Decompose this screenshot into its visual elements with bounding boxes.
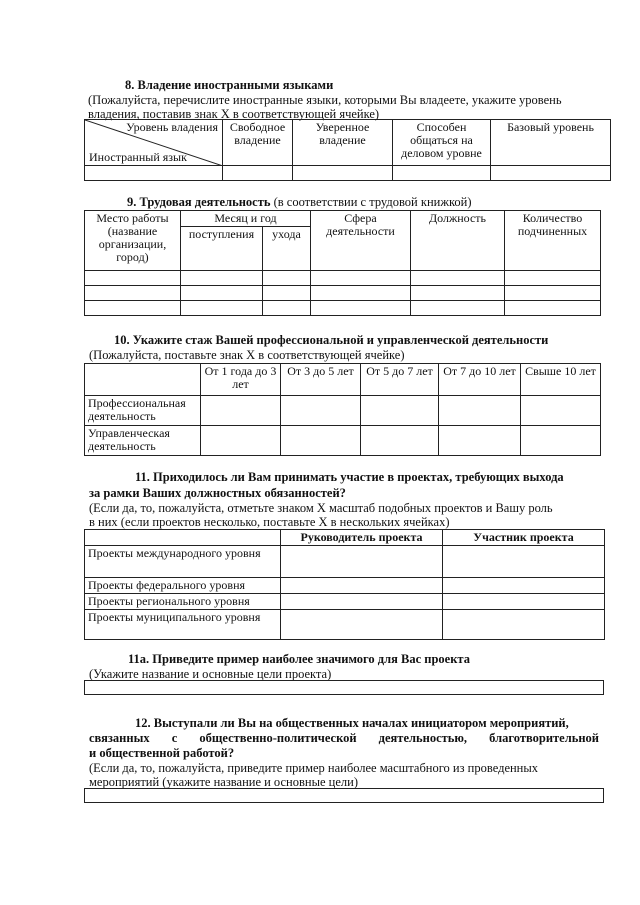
table-row <box>85 271 601 286</box>
table-cell[interactable] <box>411 301 505 316</box>
header-position: Должность <box>411 211 505 271</box>
table-cell[interactable] <box>311 301 411 316</box>
table-row <box>85 301 601 316</box>
basic-cell[interactable] <box>491 166 611 181</box>
project-example-field[interactable] <box>84 680 604 695</box>
header-7-10-years: От 7 до 10 лет <box>439 364 521 396</box>
business-cell[interactable] <box>393 166 491 181</box>
table-cell[interactable] <box>263 286 311 301</box>
table-cell[interactable] <box>439 426 521 456</box>
table-cell[interactable] <box>311 286 411 301</box>
corner-label-language: Иностранный язык <box>89 150 187 164</box>
header-basic: Базовый уровень <box>491 120 611 166</box>
section-8-title: 8. Владение иностранными языками <box>125 78 334 92</box>
table-cell[interactable] <box>505 286 601 301</box>
header-sphere: Сфера деятельности <box>311 211 411 271</box>
row-label-federal: Проекты федерального уровня <box>85 578 281 594</box>
confident-cell[interactable] <box>293 166 393 181</box>
table-cell[interactable] <box>411 286 505 301</box>
table-cell[interactable] <box>505 271 601 286</box>
row-label-international: Проекты международного уровня <box>85 546 281 578</box>
table-cell[interactable] <box>361 396 439 426</box>
header-month-year: Месяц и год <box>181 211 311 227</box>
work-history-table <box>84 210 601 316</box>
table-cell[interactable] <box>263 301 311 316</box>
table-cell[interactable] <box>281 396 361 426</box>
table-cell[interactable] <box>505 301 601 316</box>
header-confident: Уверенное владение <box>293 120 393 166</box>
section-12-note-line2: мероприятий (укажите название и основные цели) <box>89 775 358 789</box>
row-label-professional: Профессиональная деятельность <box>85 396 201 426</box>
table-cell[interactable] <box>439 396 521 426</box>
corner-label-level: Уровень владения <box>126 120 218 134</box>
table-cell[interactable] <box>181 301 263 316</box>
section-12-title-line2: связанных с общественно-политической деятельностью, благотворительной <box>89 731 599 745</box>
header-business: Способен общаться на деловом уровне <box>393 120 491 166</box>
experience-corner <box>85 364 201 396</box>
section-8-note-line1: (Пожалуйста, перечислите иностранные языки, которыми Вы владеете, укажите уровень <box>88 93 562 107</box>
section-9-title-text: 9. Трудовая деятельность <box>127 195 271 209</box>
projects-table <box>84 529 605 640</box>
table-cell[interactable] <box>443 610 605 640</box>
header-fluent: Свободное владение <box>223 120 293 166</box>
section-11-title-line1: 11. Приходилось ли Вам принимать участие в проектах, требующих выхода <box>135 470 564 484</box>
header-subordinates: Количество подчиненных <box>505 211 601 271</box>
section-9-title <box>127 195 472 210</box>
header-workplace: Место работы (название организации, город) <box>85 211 181 271</box>
header-project-leader: Руководитель проекта <box>281 530 443 546</box>
table-cell[interactable] <box>85 271 181 286</box>
fluent-cell[interactable] <box>223 166 293 181</box>
row-label-municipal: Проекты муниципального уровня <box>85 610 281 640</box>
languages-corner-cell <box>85 120 223 166</box>
table-cell[interactable] <box>263 271 311 286</box>
section-12-title-line1: 12. Выступали ли Вы на общественных началах инициатором мероприятий, <box>135 716 569 730</box>
section-10-note: (Пожалуйста, поставьте знак Х в соответствующей ячейке) <box>89 348 405 362</box>
row-label-managerial: Управленческая деятельность <box>85 426 201 456</box>
table-row <box>85 286 601 301</box>
section-12-note-line1: (Если да, то, пожалуйста, приведите пример наиболее масштабного из проведенных <box>89 761 539 775</box>
section-11-note-line2: в них (если проектов несколько, поставьте Х в нескольких ячейках) <box>89 515 450 529</box>
header-end-date: ухода <box>263 227 311 271</box>
table-cell[interactable] <box>201 396 281 426</box>
header-start-date: поступления <box>181 227 263 271</box>
projects-corner <box>85 530 281 546</box>
header-3-5-years: От 3 до 5 лет <box>281 364 361 396</box>
table-cell[interactable] <box>181 271 263 286</box>
section-10-title: 10. Укажите стаж Вашей профессиональной и управленческой деятельности <box>114 333 549 347</box>
languages-table <box>84 119 611 181</box>
header-over-10-years: Свыше 10 лет <box>521 364 601 396</box>
table-cell[interactable] <box>201 426 281 456</box>
table-cell[interactable] <box>85 301 181 316</box>
section-8-note-line2: владения, поставив знак Х в соответствующей ячейке) <box>88 107 380 121</box>
table-cell[interactable] <box>443 546 605 578</box>
table-cell[interactable] <box>521 396 601 426</box>
table-cell[interactable] <box>181 286 263 301</box>
section-11-note-line1: (Если да, то, пожалуйста, отметьте знаком Х масштаб подобных проектов и Вашу роль <box>89 501 553 515</box>
table-cell[interactable] <box>281 610 443 640</box>
table-cell[interactable] <box>281 546 443 578</box>
table-cell[interactable] <box>443 578 605 594</box>
table-cell[interactable] <box>443 594 605 610</box>
table-cell[interactable] <box>411 271 505 286</box>
table-cell[interactable] <box>281 426 361 456</box>
table-cell[interactable] <box>361 426 439 456</box>
table-cell[interactable] <box>85 286 181 301</box>
row-label-regional: Проекты регионального уровня <box>85 594 281 610</box>
section-11-title-line2: за рамки Ваших должностных обязанностей? <box>89 486 346 500</box>
header-1-3-years: От 1 года до 3 лет <box>201 364 281 396</box>
section-9-title-note: (в соответствии с трудовой книжкой) <box>273 195 472 209</box>
table-cell[interactable] <box>281 578 443 594</box>
section-11a-note: (Укажите название и основные цели проекта) <box>89 667 332 681</box>
header-project-participant: Участник проекта <box>443 530 605 546</box>
header-5-7-years: От 5 до 7 лет <box>361 364 439 396</box>
table-cell[interactable] <box>311 271 411 286</box>
language-cell[interactable] <box>85 166 223 181</box>
experience-table <box>84 363 601 456</box>
table-cell[interactable] <box>281 594 443 610</box>
table-cell[interactable] <box>521 426 601 456</box>
section-12-title-line3: и общественной работой? <box>89 746 235 760</box>
event-example-field[interactable] <box>84 788 604 803</box>
section-11a-title: 11а. Приведите пример наиболее значимого для Вас проекта <box>128 652 470 666</box>
